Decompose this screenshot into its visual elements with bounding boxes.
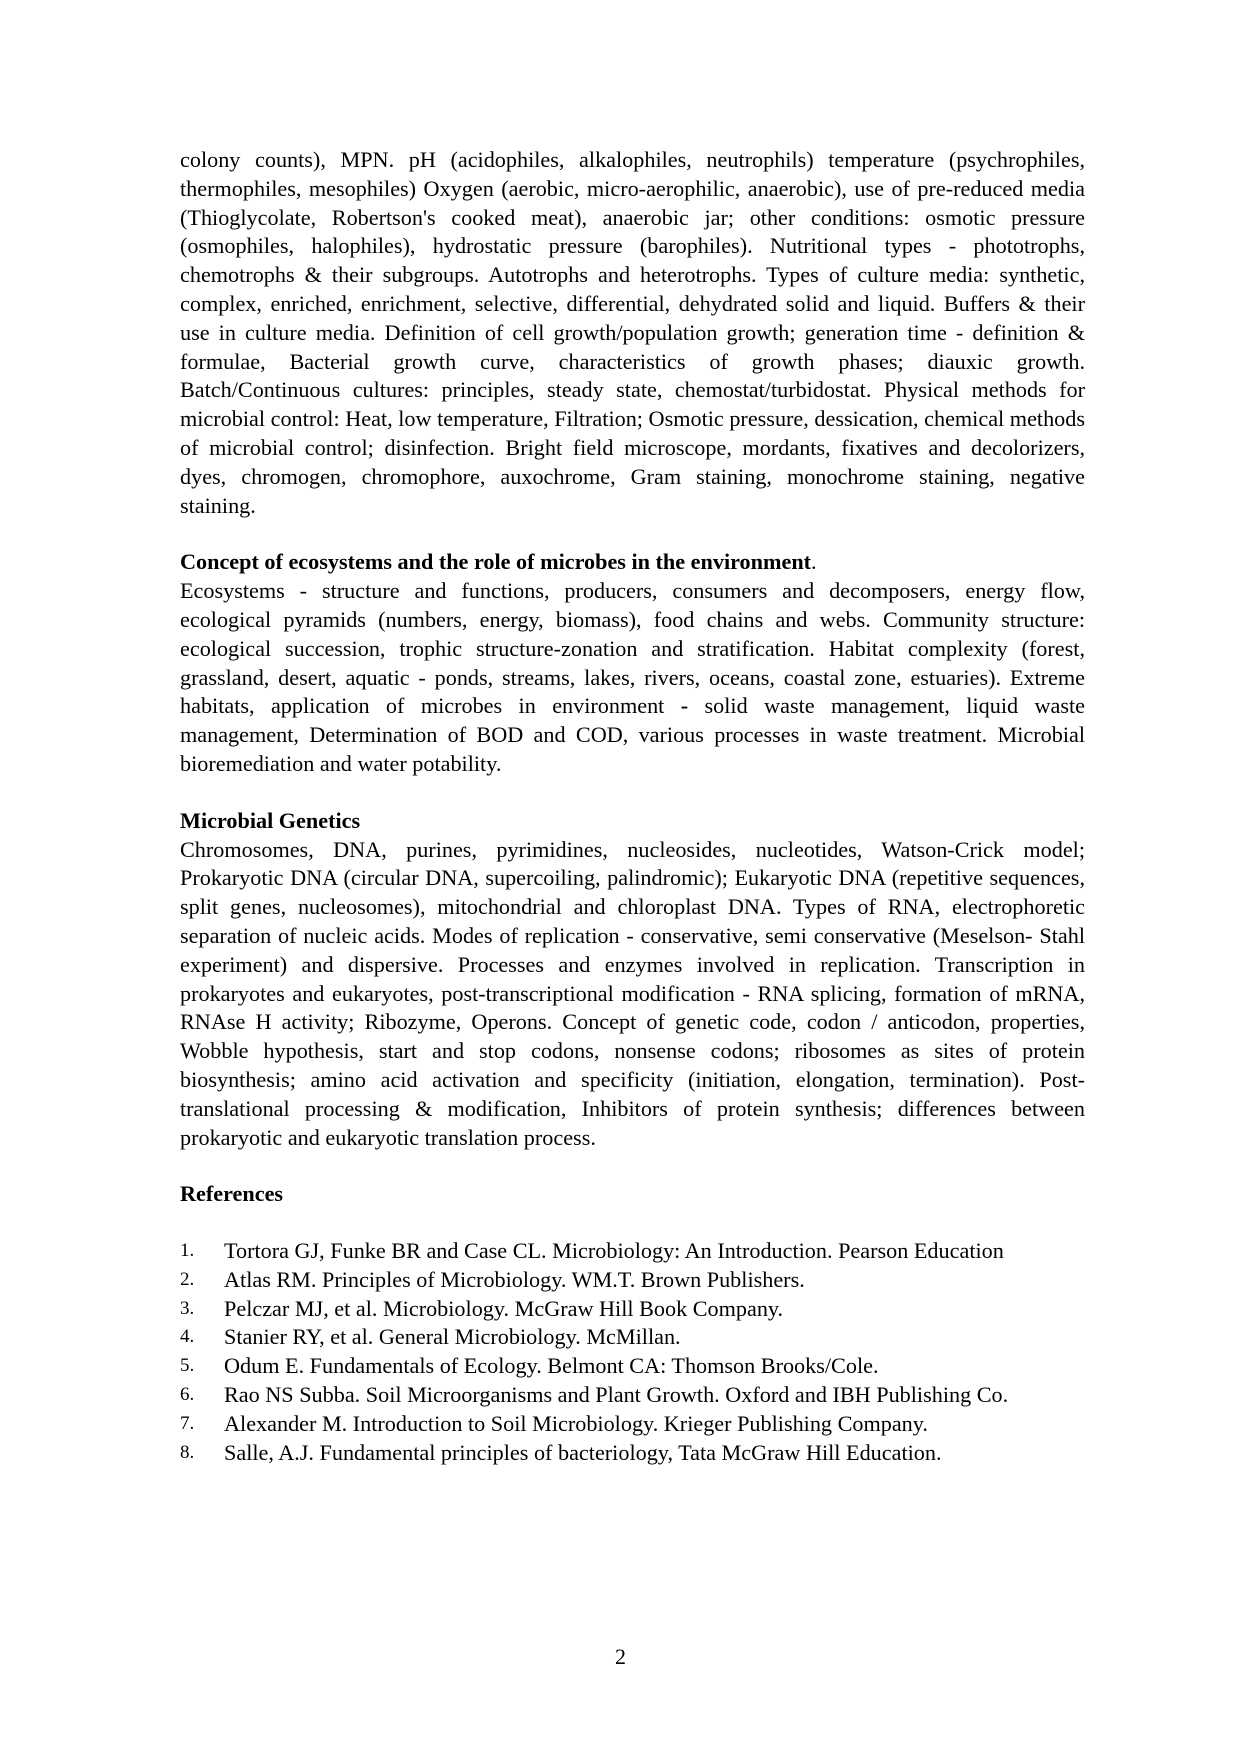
references-list (180, 1237, 1085, 1467)
ecosystems-body-part2: solid waste management, liquid waste management, Determination of BOD and COD, various processes in waste treatment. Microbial bioremediation and water potability. (180, 693, 1085, 776)
reference-item (180, 1323, 1085, 1352)
reference-number: 2. (180, 1268, 195, 1290)
reference-item (180, 1352, 1085, 1381)
reference-item (180, 1381, 1085, 1410)
reference-number: 1. (180, 1240, 195, 1262)
ecosystems-heading-period: . (811, 549, 817, 575)
reference-number: 4. (180, 1326, 195, 1348)
genetics-section (180, 807, 1085, 1153)
ecosystems-body-part1: Ecosystems - structure and functions, producers, consumers and decomposers, energy flow, ecological pyramids (numbers, energy, biomass), food chains and webs. Community structure: ecological succession, trophic structure-zonation and stratification. Habitat complexity (forest, grassland, desert, aquatic - ponds, streams, lakes, rivers, oceans, coastal zone, estuaries). Extreme habitats, application of microbes in environment (180, 578, 1085, 719)
reference-item (180, 1439, 1085, 1468)
ecosystems-body-dash: - (680, 693, 689, 719)
reference-number: 3. (180, 1297, 195, 1319)
reference-text: Alexander M. Introduction to Soil Microbiology. Krieger Publishing Company. (224, 1410, 928, 1436)
reference-text: Stanier RY, et al. General Microbiology. McMillan. (224, 1324, 681, 1350)
reference-number: 8. (180, 1441, 195, 1463)
reference-text: Rao NS Subba. Soil Microorganisms and Plant Growth. Oxford and IBH Publishing Co. (224, 1382, 1009, 1408)
reference-item (180, 1266, 1085, 1295)
intro-paragraph: colony counts), MPN. pH (acidophiles, alkalophiles, neutrophils) temperature (psychrophiles, thermophiles, mesophiles) Oxygen (aerobic, micro-aerophilic, anaerobic), use of pre-reduced media (Thioglycolate, Robertson's cooked meat), anaerobic jar; other conditions: osmotic pressure (osmophiles, halophiles), hydrostatic pressure (barophiles). Nutritional types - phototrophs, chemotrophs & their subgroups. Autotrophs and heterotrophs. Types of culture media: synthetic, complex, enriched, enrichment, selective, differential, dehydrated solid and liquid. Buffers & their use in culture media. Definition of cell growth/population growth; generation time - definition & formulae, Bacterial growth curve, characteristics of growth phases; diauxic growth. Batch/Continuous cultures: principles, steady state, chemostat/turbidostat. Physical methods for microbial control: Heat, low temperature, Filtration; Osmotic pressure, dessication, chemical methods of microbial control; disinfection. Bright field microscope, mordants, fixatives and decolorizers, dyes, chromogen, chromophore, auxochrome, Gram staining, monochrome staining, negative staining. (180, 147, 1085, 518)
references-section (180, 1180, 1085, 1467)
reference-text: Odum E. Fundamentals of Ecology. Belmont CA: Thomson Brooks/Cole. (224, 1353, 879, 1379)
reference-number: 5. (180, 1355, 195, 1377)
reference-item (180, 1410, 1085, 1439)
reference-item (180, 1295, 1085, 1324)
genetics-heading: Microbial Genetics (180, 807, 361, 833)
reference-number: 7. (180, 1412, 195, 1434)
reference-item (180, 1237, 1085, 1266)
ecosystems-heading: Concept of ecosystems and the role of microbes in the environment (180, 549, 812, 575)
reference-text: Tortora GJ, Funke BR and Case CL. Microbiology: An Introduction. Pearson Education (224, 1238, 1004, 1264)
ecosystems-section (180, 548, 1085, 778)
page-content (180, 146, 1085, 1467)
reference-text: Atlas RM. Principles of Microbiology. WM.T. Brown Publishers. (224, 1266, 805, 1292)
reference-text: Pelczar MJ, et al. Microbiology. McGraw Hill Book Company. (224, 1295, 784, 1321)
page-number: 2 (615, 1644, 626, 1669)
ecosystems-heading-line (180, 548, 1085, 577)
genetics-body: Chromosomes, DNA, purines, pyrimidines, nucleosides, nucleotides, Watson-Crick model; Prokaryotic DNA (circular DNA, supercoiling, palindromic); Eukaryotic DNA (repetitive sequences, split genes, nucleosomes), mitochondrial and chloroplast DNA. Types of RNA, electrophoretic separation of nucleic acids. Modes of replication - conservative, semi conservative (Meselson- Stahl experiment) and dispersive. Processes and enzymes involved in replication. Transcription in prokaryotes and eukaryotes, post-transcriptional modification - RNA splicing, formation of mRNA, RNAse H activity; Ribozyme, Operons. Concept of genetic code, codon / anticodon, properties, Wobble hypothesis, start and stop codons, nonsense codons; ribosomes as sites of protein biosynthesis; amino acid activation and specificity (initiation, elongation, termination). Post-translational processing & modification, Inhibitors of protein synthesis; differences between prokaryotic and eukaryotic translation process. (180, 836, 1085, 1150)
reference-number: 6. (180, 1384, 195, 1406)
references-heading: References (180, 1181, 284, 1207)
ecosystems-body (180, 577, 1085, 779)
reference-text: Salle, A.J. Fundamental principles of bacteriology, Tata McGraw Hill Education. (224, 1439, 942, 1465)
